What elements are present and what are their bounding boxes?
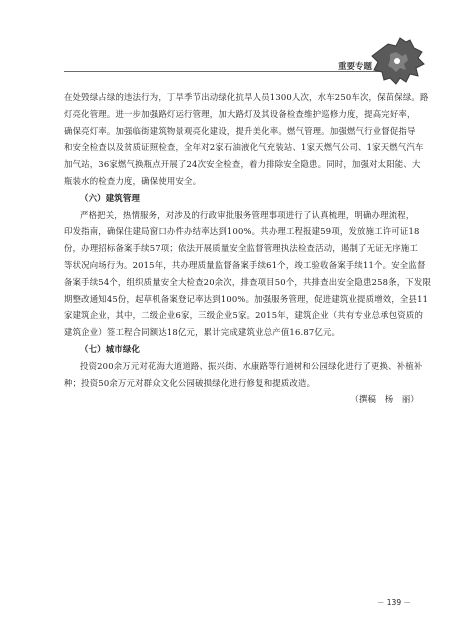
paragraph-line: 加气站，36家燃气换瓶点开展了24次安全检查，着力排除安全隐患。同时，加强对太阳能、大 [64,159,421,170]
section-tag: 重要专题 [338,62,373,72]
paragraph-line: 和安全检查以及贫质证照检查，全年对2家石油液化气充装站、1家天燃气公司、1家天燃气汽车 [64,142,424,153]
paragraph-line: 备案手续54个，组织质量安全大检查20余次，排查项目50个，共排查出安全隐患258条，下发限 [64,276,432,287]
paragraph-line: 严格把关，热情服务，对涉及的行政审批服务管理事项进行了认真梳理，明确办理流程， [80,209,415,220]
map-emblem-icon [366,30,428,92]
paragraph-line: 瓶装水的检查力度，确保使用安全。 [64,175,202,186]
signature-row [64,391,419,408]
paragraph-line: 确保亮灯率。加强临街建筑物景观亮化建设，提升美化率。燃气管理。加强燃气行业督促指导 [64,125,416,136]
article-body [64,89,432,408]
paragraph-line: 投资200余万元对花海大道道路、振兴街、水康路等行道树和公园绿化进行了更换、补植补 [80,360,423,371]
paragraph-line: 期整改通知45份，起草机备案登记率达到100%。加强服务管理，促进建筑业提质增效，全县11 [64,293,429,304]
paragraph-line: 建筑企业）签工程合同额达18亿元，累计完成建筑业总产值16.87亿元。 [64,327,341,338]
paragraph-line: 份，办理招标备案手续57项；依法开展质量安全监督管理执法检查活动，遏制了无证无序施工 [64,243,419,254]
paragraph-line: 印发指南，确保住建局窗口办件办结率达到100%。共办理工程报建59项，发放施工许可证18 [64,226,420,237]
paragraph-line: 在处毁绿占绿的违法行为，丁旱季节出动绿化抗旱人员1300人次，水车250车次，保苗保绿。路 [64,92,429,102]
section-heading-building: （六）建筑管理 [80,192,141,203]
paragraph-line: 家建筑企业，其中，二级企业6家，三级企业5家。2015年，建筑企业（共有专业总承包资质的 [64,310,424,321]
paragraph-line: 等状况向场行为。2015年，共办理质量监督备案手续61个，竣工验收备案手续11个。安全监督 [64,259,426,270]
section-heading-greening: （七）城市绿化 [80,343,141,354]
author-signature: （撰稿 杨 丽） [350,394,419,405]
page-number: － 139 － [376,598,411,607]
paragraph-line: 灯亮化管理。进一步加强路灯运行管理，加大路灯及其设备检查维护巡修力度，提高完好率， [64,108,416,119]
paragraph-line: 种；投资50余万元对群众文化公园破损绿化进行修复和提质改造。 [64,377,316,388]
